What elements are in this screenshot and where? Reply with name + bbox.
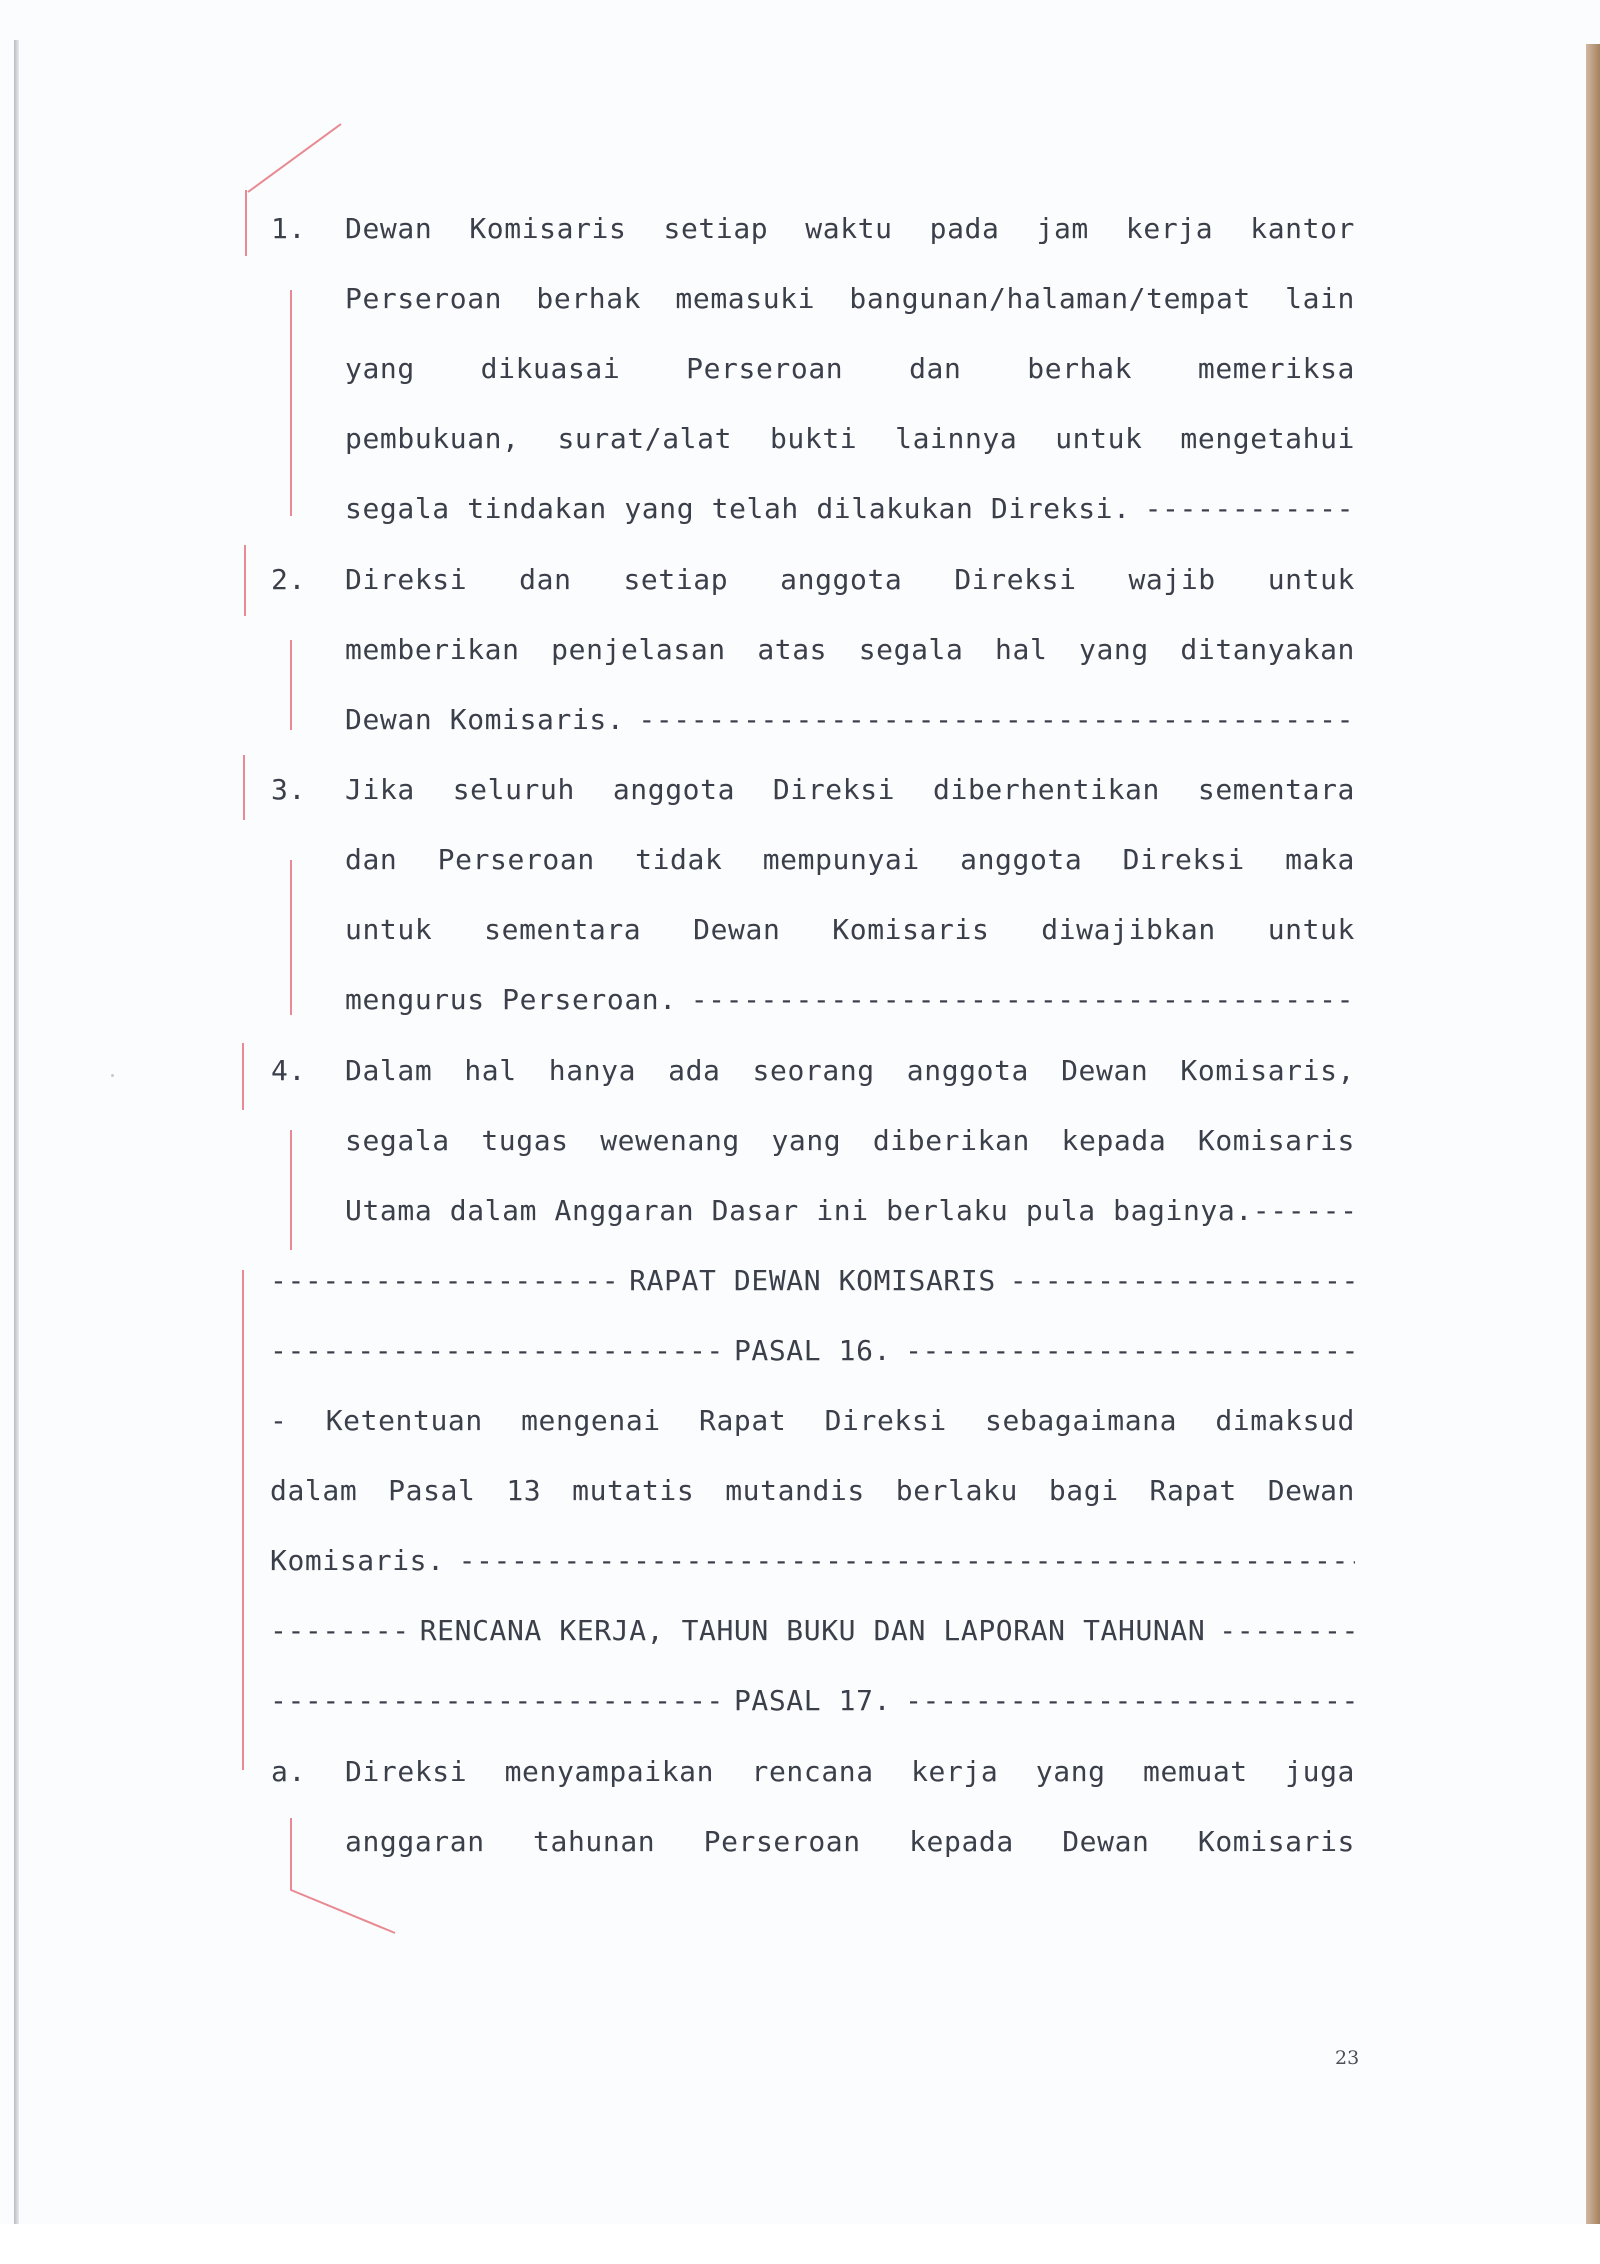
dash-filler — [677, 980, 1355, 1020]
item-1-last-line — [345, 489, 1355, 529]
item-a-line: anggaran tahunan Perseroan kepada Dewan Komisaris — [345, 1825, 1355, 1858]
section-16-article: PASAL 16. — [733, 1334, 892, 1367]
dash-filler — [1131, 489, 1355, 529]
dash-filler — [905, 1681, 1355, 1721]
item-a-number: a. — [271, 1755, 306, 1788]
section-16-last-line — [270, 1541, 1355, 1581]
page-number: 23 — [1335, 2047, 1360, 2069]
dash-filler — [1010, 1261, 1355, 1301]
item-1-line: Perseroan berhak memasuki bangunan/halaman/tempat lain — [345, 282, 1355, 315]
section-17-heading: RENCANA KERJA, TAHUN BUKU DAN LAPORAN TAHUNAN — [419, 1614, 1206, 1647]
section-16-last-text: Komisaris. — [270, 1544, 445, 1577]
item-4-line: Dalam hal hanya ada seorang anggota Dewan Komisaris, — [345, 1054, 1355, 1087]
paper-right-edge — [1586, 44, 1600, 2224]
dash-filler — [1253, 1191, 1355, 1231]
item-1-last-text: segala tindakan yang telah dilakukan Direksi. — [345, 492, 1131, 525]
dash-filler — [905, 1331, 1355, 1371]
item-2-last-text: Dewan Komisaris. — [345, 703, 625, 736]
section-16-heading-line — [270, 1261, 1355, 1301]
item-4-last-line — [345, 1191, 1355, 1231]
section-16-line: - Ketentuan mengenai Rapat Direksi sebagaimana dimaksud — [270, 1404, 1355, 1437]
dash-filler — [270, 1611, 406, 1651]
item-1-line: pembukuan, surat/alat bukti lainnya untuk mengetahui — [345, 422, 1355, 455]
section-17-heading-line — [270, 1611, 1355, 1651]
section-16-heading: RAPAT DEWAN KOMISARIS — [629, 1264, 996, 1297]
dash-filler — [445, 1541, 1355, 1581]
section-17-article-line — [270, 1681, 1355, 1721]
item-3-last-line — [345, 980, 1355, 1020]
section-17-article: PASAL 17. — [733, 1684, 892, 1717]
dash-filler — [1219, 1611, 1355, 1651]
dash-filler — [270, 1261, 615, 1301]
dash-filler — [270, 1331, 720, 1371]
item-4-number: 4. — [271, 1054, 306, 1087]
item-2-line: Direksi dan setiap anggota Direksi wajib untuk — [345, 563, 1355, 596]
item-4-last-text: Utama dalam Anggaran Dasar ini berlaku pula baginya. — [345, 1194, 1253, 1227]
item-4-line: segala tugas wewenang yang diberikan kepada Komisaris — [345, 1124, 1355, 1157]
item-3-line: dan Perseroan tidak mempunyai anggota Direksi maka — [345, 843, 1355, 876]
item-3-number: 3. — [271, 773, 306, 806]
item-3-line: Jika seluruh anggota Direksi diberhentikan sementara — [345, 773, 1355, 806]
item-2-last-line — [345, 700, 1355, 740]
scan-bottom-margin — [0, 2224, 1600, 2264]
item-3-last-text: mengurus Perseroan. — [345, 983, 677, 1016]
paper-left-edge — [14, 40, 19, 2225]
item-3-line: untuk sementara Dewan Komisaris diwajibkan untuk — [345, 913, 1355, 946]
item-1-line: Dewan Komisaris setiap waktu pada jam kerja kantor — [345, 212, 1355, 245]
dash-filler — [624, 700, 1355, 740]
item-1-line: yang dikuasai Perseroan dan berhak memeriksa — [345, 352, 1355, 385]
section-16-line: dalam Pasal 13 mutatis mutandis berlaku bagi Rapat Dewan — [270, 1474, 1355, 1507]
item-1-number: 1. — [271, 212, 306, 245]
item-2-number: 2. — [271, 563, 306, 596]
item-2-line: memberikan penjelasan atas segala hal yang ditanyakan — [345, 633, 1355, 666]
mark-slash-top — [248, 124, 341, 192]
section-16-article-line — [270, 1331, 1355, 1371]
dash-filler — [270, 1681, 720, 1721]
scan-speck — [111, 1074, 114, 1077]
item-a-line: Direksi menyampaikan rencana kerja yang memuat juga — [345, 1755, 1355, 1788]
